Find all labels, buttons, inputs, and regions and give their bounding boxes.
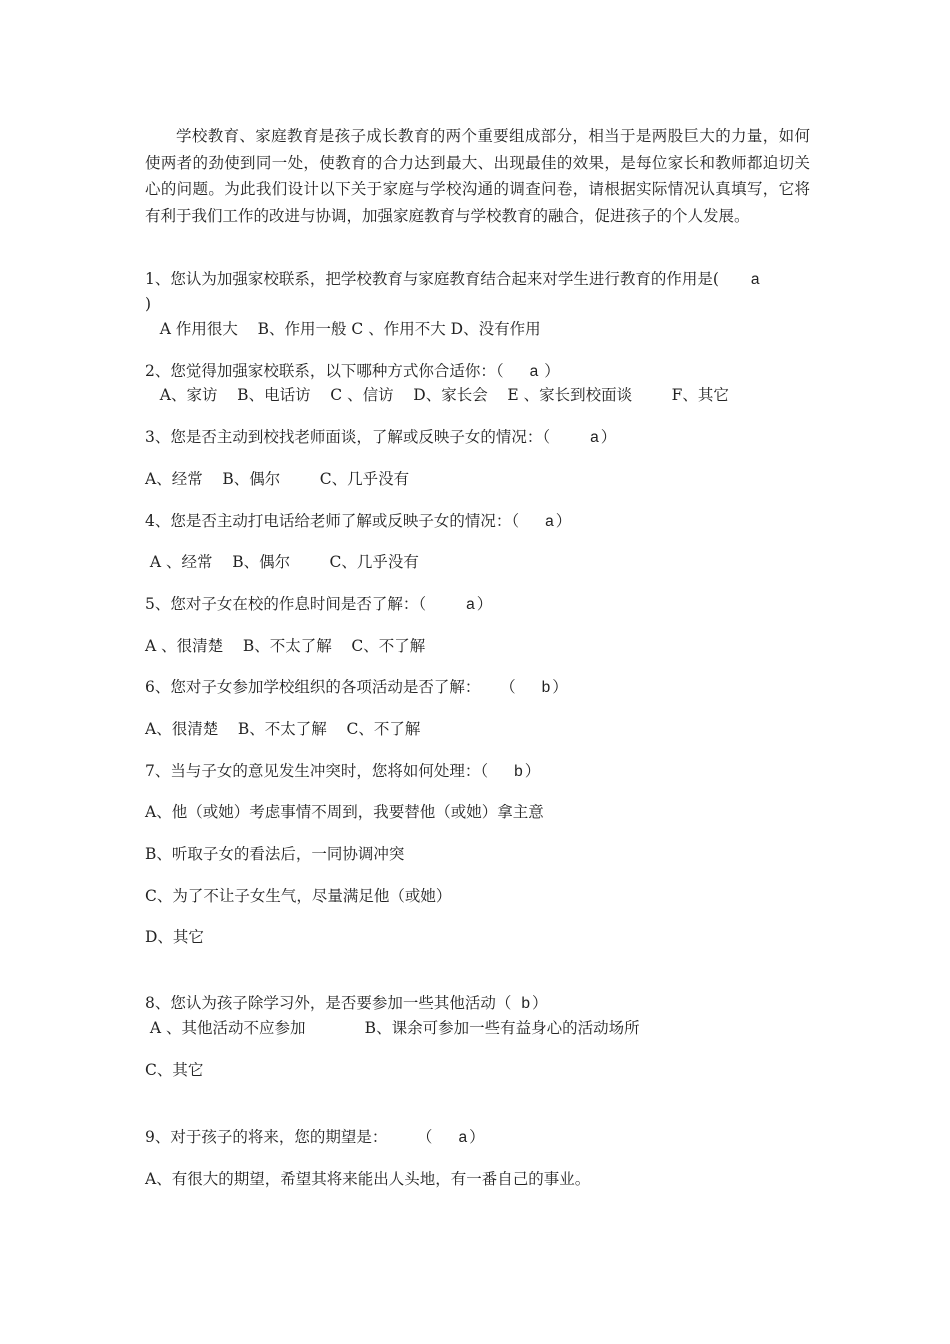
question-7-close: ） — [524, 762, 541, 780]
question-7-prompt — [145, 761, 540, 782]
question-2-text: 2、您觉得加强家校联系，以下哪种方式你合适你：（ — [145, 362, 504, 380]
question-7-option-b: B、听取子女的看法后，一同协调冲突 — [145, 845, 405, 863]
question-9-close: ） — [469, 1128, 485, 1146]
question-9-option-a: A、有很大的期望，希望其将来能出人头地，有一番自己的事业。 — [145, 1170, 591, 1188]
question-8-option-ab: A 、其他活动不应参加 B、课余可参加一些有益身心的活动场所 — [145, 1019, 640, 1037]
question-8-text: 8、您认为孩子除学习外，是否要参加一些其他活动（ — [145, 994, 512, 1012]
question-8-option-c: C、其它 — [145, 1061, 204, 1079]
question-5-prompt — [145, 594, 492, 615]
question-7-option-a: A、他（或她）考虑事情不周到，我要替他（或她）拿主意 — [145, 803, 544, 821]
question-3-answer: a — [590, 429, 599, 446]
question-7-option-d: D、其它 — [145, 928, 204, 946]
question-5-close: ） — [476, 595, 493, 613]
question-1-options: A 作用很大 B、作用一般 C 、作用不大 D、没有作用 — [145, 320, 541, 338]
question-1-prompt — [145, 269, 760, 290]
question-8-answer: b — [521, 995, 530, 1012]
question-8-prompt — [145, 993, 548, 1014]
question-5-text: 5、您对子女在校的作息时间是否了解：（ — [145, 595, 427, 613]
question-5-options: A 、很清楚 B、不太了解 C、不了解 — [145, 637, 426, 655]
question-6-text: 6、您对子女参加学校组织的各项活动是否了解： （ — [145, 678, 516, 696]
question-6-answer: b — [541, 679, 551, 696]
question-3-prompt — [145, 427, 616, 448]
question-2-prompt — [145, 361, 560, 382]
question-8-close: ） — [532, 994, 548, 1012]
question-1-close: ) — [145, 295, 152, 313]
question-5-answer: a — [466, 596, 475, 613]
question-2-answer: a — [529, 363, 539, 380]
question-6-close: ） — [552, 678, 568, 696]
question-3-close: ） — [600, 428, 617, 446]
question-4-text: 4、您是否主动打电话给老师了解或反映子女的情况：（ — [145, 512, 520, 530]
question-4-answer: a — [545, 513, 554, 530]
question-7-option-c: C、为了不让子女生气，尽量满足他（或她） — [145, 887, 452, 905]
question-7-answer: b — [514, 763, 523, 780]
question-4-close: ） — [555, 512, 572, 530]
question-9-text: 9、对于孩子的将来，您的期望是： （ — [145, 1128, 433, 1146]
question-4-prompt — [145, 511, 571, 532]
question-6-prompt — [145, 677, 568, 698]
question-1-text: 1、您认为加强家校联系，把学校教育与家庭教育结合起来对学生进行教育的作用是( — [145, 270, 719, 288]
intro-paragraph: 学校教育、家庭教育是孩子成长教育的两个重要组成部分，相当于是两股巨大的力量，如何使两者的劲使到同一处，使教育的合力达到最大、出现最佳的效果，是每位家长和教师都迫切关心的问题。为此我们设计以下关于家庭与学校沟通的调查问卷，请根据实际情况认真填写，它将有利于我们工作的改进与协调，加强家庭教育与学校教育的融合，促进孩子的个人发展。 — [145, 127, 810, 225]
question-4-options: A 、经常 B、偶尔 C、几乎没有 — [145, 553, 419, 571]
question-6-options: A、很清楚 B、不太了解 C、不了解 — [145, 720, 421, 738]
question-9-prompt — [145, 1127, 485, 1148]
question-7-text: 7、当与子女的意见发生冲突时，您将如何处理：（ — [145, 762, 489, 780]
question-2-close: ） — [544, 362, 560, 380]
question-3-options: A、经常 B、偶尔 C、几乎没有 — [145, 470, 410, 488]
question-2-options: A、家访 B、电话访 C 、信访 D、家长会 E 、家长到校面谈 F、其它 — [145, 386, 729, 404]
question-3-text: 3、您是否主动到校找老师面谈，了解或反映子女的情况：（ — [145, 428, 551, 446]
question-1-answer: a — [750, 271, 760, 288]
question-9-answer: a — [458, 1129, 468, 1146]
